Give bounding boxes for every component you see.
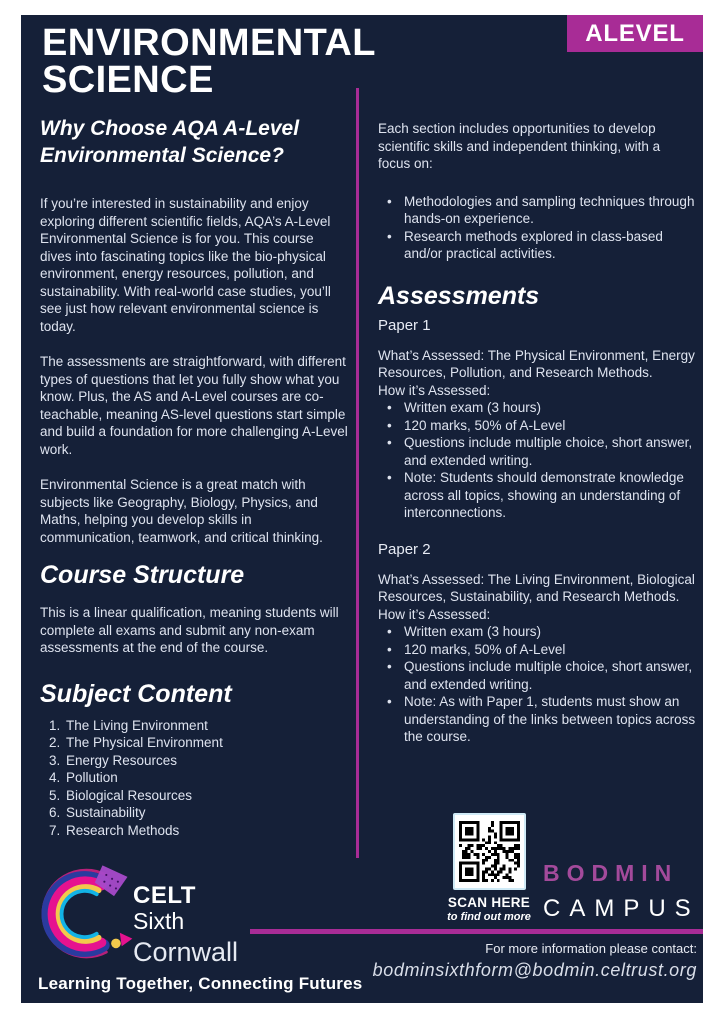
paper-1-bullet: • 120 marks, 50% of A-Level [404, 417, 696, 435]
paper-2-section [378, 540, 696, 746]
paper-2-bullet: • Note: As with Paper 1, students must show an understanding of the links between topics across the course. [404, 693, 696, 746]
subject-content-list [40, 717, 348, 840]
celt-logo-c [35, 853, 141, 975]
paper-2-bullet: • Written exam (3 hours) [404, 623, 696, 641]
campus-name [543, 860, 700, 923]
subject-content-heading: Subject Content [40, 679, 232, 708]
paper-1-title: Paper 1 [378, 316, 431, 334]
celt-wordmark-line3: Cornwall [133, 937, 239, 967]
paper-2-title: Paper 2 [378, 540, 431, 558]
paper-2-bullet: • Questions include multiple choice, short answer, and extended writing. [404, 658, 696, 693]
why-choose-heading [40, 115, 348, 169]
assessments-heading: Assessments [378, 281, 540, 310]
paper-2-bullet-list [378, 623, 696, 746]
course-structure-heading: Course Structure [40, 561, 245, 589]
contact-email-link[interactable]: bodminsixthform@bodmin.celtrust.org [372, 960, 697, 980]
paper-1-section [378, 316, 696, 522]
left-column [40, 115, 348, 839]
subject-item: 1. The Living Environment [64, 717, 348, 735]
intro-paragraph: If you’re interested in sustainability and enjoy exploring different scientific fields, AQA’s A-Level Environmental Science is for you. This course dives into fascinating topics like the bio-physical environment, energy resources, pollution, and sustainability. With real-world case studies, you’ll see just how relevant environmental science is today. [40, 196, 331, 334]
paper-2-bullet: • 120 marks, 50% of A-Level [404, 641, 696, 659]
footer-divider [250, 929, 703, 934]
course-structure-text: This is a linear qualification, meaning students will complete all exams and submit any non-exam assessments at the end of the course. [40, 605, 339, 655]
focus-item: • Research methods explored in class-based and/or practical activities. [404, 228, 696, 263]
page-title-line2: SCIENCE [42, 59, 214, 101]
sections-intro-paragraph: Each section includes opportunities to develop scientific skills and independent thinking, with a focus on: [378, 121, 661, 171]
celt-wordmark-line2: Sixth [133, 908, 185, 934]
paper-1-bullet: • Note: Students should demonstrate knowledge across all topics, showing an understanding of interconnections. [404, 469, 696, 522]
sections-focus-list [378, 193, 696, 263]
celt-wordmark [133, 883, 238, 970]
paper-2-how-assessed-label: How it’s Assessed: [378, 606, 491, 622]
subject-item: 7. Research Methods [64, 822, 348, 840]
assessments-overview-paragraph: The assessments are straightforward, with different types of questions that let you fully show what you know. Plus, the AS and A-Level courses are co-teachable, meaning AS-level questions start simple and build a foundation for more challenging A-Level work. [40, 354, 348, 457]
right-column [378, 120, 696, 746]
qr-code [459, 821, 520, 882]
qr-section [439, 813, 539, 923]
paper-1-whats-assessed: What’s Assessed: The Physical Environment, Energy Resources, Pollution, and Research Methods. [378, 347, 695, 380]
subject-item: 5. Biological Resources [64, 787, 348, 805]
subject-item: 6. Sustainability [64, 804, 348, 822]
celt-wordmark-line1: CELT [133, 882, 196, 909]
page-title-line1: ENVIRONMENTAL [42, 22, 376, 64]
subject-item: 3. Energy Resources [64, 752, 348, 770]
paper-1-bullet-list [378, 399, 696, 522]
flyer-panel [21, 15, 703, 1003]
contact-label: For more information please contact: [485, 941, 697, 956]
subject-item: 2. The Physical Environment [64, 734, 348, 752]
page-title [42, 22, 376, 101]
why-choose-heading-line1: Why Choose AQA A-Level [40, 117, 300, 140]
column-divider [356, 88, 359, 858]
paper-2-whats-assessed: What’s Assessed: The Living Environment, Biological Resources, Sustainability, and Research Methods. [378, 571, 695, 604]
trust-tagline: Learning Together, Connecting Futures [38, 974, 363, 993]
campus-name-line2: CAMPUS [543, 895, 700, 922]
subject-item: 4. Pollution [64, 769, 348, 787]
why-choose-heading-line2: Environmental Science? [40, 144, 284, 167]
celt-logo-icon [35, 853, 141, 975]
level-badge: ALEVEL [567, 15, 703, 52]
paper-1-how-assessed-label: How it’s Assessed: [378, 382, 491, 398]
focus-item: • Methodologies and sampling techniques through hands-on experience. [404, 193, 696, 228]
qr-subcaption: to find out more [447, 911, 531, 923]
paper-1-bullet: • Written exam (3 hours) [404, 399, 696, 417]
campus-name-line1: BODMIN [543, 860, 679, 886]
subject-match-paragraph: Environmental Science is a great match with subjects like Geography, Biology, Physics, and Maths, helping you develop skills in communication, teamwork, and critical thinking. [40, 477, 323, 545]
qr-caption: SCAN HERE [447, 895, 531, 910]
qr-code-icon [453, 813, 526, 890]
paper-1-bullet: • Questions include multiple choice, short answer, and extended writing. [404, 434, 696, 469]
